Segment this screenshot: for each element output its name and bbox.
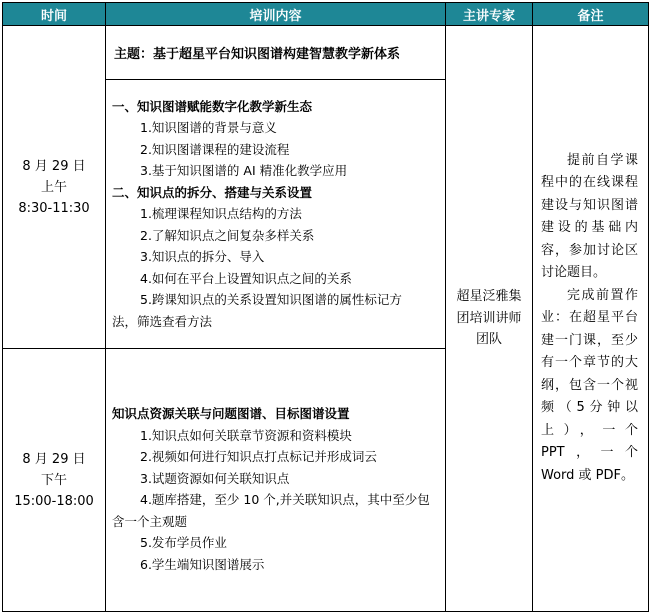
section2-item-1: 1.梳理课程知识点结构的方法 [140, 206, 302, 222]
section1-title: 一、知识图谱赋能数字化教学新生态 [112, 98, 313, 114]
session2-hours: 15:00-18:00 [14, 493, 94, 509]
training-schedule-table [2, 2, 649, 612]
session2-item-2: 2.视频如何进行知识点打点标记并形成词云 [140, 449, 377, 464]
session1-period: 上午 [40, 179, 67, 195]
session2-item-4-line2: 含一个主观题 [112, 513, 188, 529]
section1-item-2: 2.知识图谱课程的建设流程 [140, 141, 290, 157]
header-time: 时间 [3, 3, 106, 26]
session2-period: 下午 [40, 472, 67, 488]
session1-content-cell [106, 80, 446, 349]
section2-item-3: 3.知识点的拆分、导入 [140, 249, 265, 265]
session1-theme: 主题：基于超星平台知识图谱构建智慧教学新体系 [106, 26, 446, 80]
header-expert: 主讲专家 [446, 3, 533, 26]
section2-item-5-line1: 5.跨课知识点的关系设置知识图谱的属性标记方 [140, 292, 402, 308]
header-content: 培训内容 [106, 3, 446, 26]
session2-item-3: 3.试题资源如何关联知识点 [140, 470, 290, 486]
notes-para2: 完成前置作业：在超星平台建一门课，至少有一个章节的大纲，包含一个视频（5分钟以上），一个 PPT，一个 Word 或 PDF。 [541, 287, 638, 483]
session1-theme-row [3, 26, 649, 80]
header-row [3, 3, 649, 26]
session2-item-5: 5.发布学员作业 [140, 535, 227, 550]
section1-item-1: 1.知识图谱的背景与意义 [140, 120, 277, 136]
section2-item-4: 4.如何在平台上设置知识点之间的关系 [140, 270, 352, 286]
session1-date: 8 月 29 日 [22, 158, 86, 174]
notes-cell [533, 26, 649, 612]
session2-time-cell [3, 349, 106, 612]
session1-hours: 8:30-11:30 [18, 200, 90, 216]
section1-item-3: 3.基于知识图谱的 AI 精准化教学应用 [140, 163, 348, 179]
header-notes: 备注 [533, 3, 649, 26]
session2-content-cell [106, 349, 446, 612]
session2-item-6: 6.学生端知识图谱展示 [140, 556, 265, 572]
session2-item-1: 1.知识点如何关联章节资源和资料模块 [140, 427, 352, 443]
session2-item-4-line1: 4.题库搭建，至少 10 个,并关联知识点，其中至少包 [140, 492, 430, 507]
section2-title: 二、知识点的拆分、搭建与关系设置 [112, 184, 313, 200]
expert-cell [446, 26, 533, 612]
section2-item-2: 2.了解知识点之间复杂多样关系 [140, 227, 315, 243]
expert-line1: 超星泛雅集 [456, 289, 522, 305]
session2-title: 知识点资源关联与问题图谱、目标图谱设置 [112, 406, 350, 421]
session1-time-cell [3, 26, 106, 349]
section2-item-5-line2: 法，筛选查看方法 [112, 313, 213, 329]
session2-date: 8 月 29 日 [22, 451, 86, 467]
expert-line2: 团培训讲师 [456, 310, 522, 326]
expert-line3: 团队 [475, 332, 502, 348]
notes-para1: 提前自学课程中的在线课程建设与知识图谱建设的基础内容，参加讨论区讨论题目。 [541, 152, 638, 281]
